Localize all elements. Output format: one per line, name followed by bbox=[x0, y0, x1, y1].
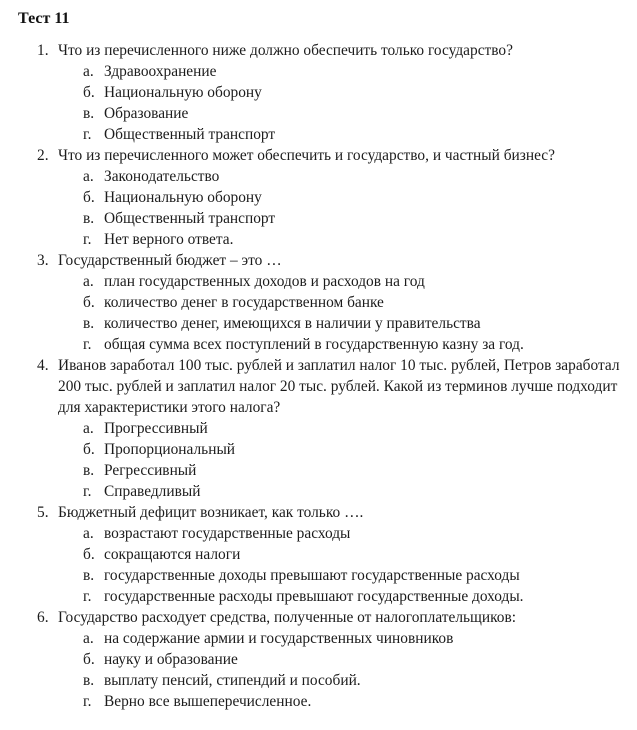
option-letter: в. bbox=[83, 315, 95, 332]
answer-option bbox=[18, 334, 625, 355]
option-letter: а. bbox=[83, 273, 94, 290]
option-text: Образование bbox=[104, 105, 189, 122]
answer-option bbox=[18, 124, 625, 145]
question-text: Государство расходует средства, полученные от налогоплательщиков: bbox=[58, 609, 517, 626]
answer-option bbox=[18, 544, 625, 565]
option-text: Общественный транспорт bbox=[104, 210, 276, 227]
option-letter: в. bbox=[83, 672, 95, 689]
answer-option bbox=[18, 565, 625, 586]
option-text: Регрессивный bbox=[104, 462, 197, 479]
answer-option bbox=[18, 292, 625, 313]
question-3 bbox=[18, 250, 625, 355]
option-text: количество денег в государственном банке bbox=[104, 294, 384, 311]
answer-option bbox=[18, 523, 625, 544]
option-text: Справедливый bbox=[104, 483, 201, 500]
option-letter: в. bbox=[83, 210, 95, 227]
option-text: количество денег, имеющихся в наличии у правительства bbox=[104, 315, 481, 332]
option-letter: б. bbox=[83, 546, 95, 563]
answer-option bbox=[18, 628, 625, 649]
answer-option bbox=[18, 166, 625, 187]
question-number: 6. bbox=[37, 609, 49, 626]
question-5 bbox=[18, 502, 625, 607]
question-1 bbox=[18, 40, 625, 145]
question-4 bbox=[18, 355, 625, 502]
answer-option bbox=[18, 460, 625, 481]
option-text: государственные расходы превышают государственные доходы. bbox=[104, 588, 524, 605]
option-letter: б. bbox=[83, 294, 95, 311]
option-text: Прогрессивный bbox=[104, 420, 208, 437]
option-text: государственные доходы превышают государственные расходы bbox=[104, 567, 520, 584]
option-text: Национальную оборону bbox=[104, 189, 262, 206]
question-6 bbox=[18, 607, 625, 712]
answer-option bbox=[18, 313, 625, 334]
question-text: Что из перечисленного ниже должно обеспечить только государство? bbox=[58, 42, 513, 59]
option-text: выплату пенсий, стипендий и пособий. bbox=[104, 672, 361, 689]
question-2 bbox=[18, 145, 625, 250]
option-text: Общественный транспорт bbox=[104, 126, 276, 143]
option-letter: б. bbox=[83, 441, 95, 458]
option-letter: а. bbox=[83, 630, 94, 647]
answer-option bbox=[18, 271, 625, 292]
question-number: 1. bbox=[37, 42, 49, 59]
option-letter: г. bbox=[83, 231, 92, 248]
answer-option bbox=[18, 103, 625, 124]
answer-option bbox=[18, 649, 625, 670]
answer-option bbox=[18, 61, 625, 82]
option-text: Национальную оборону bbox=[104, 84, 262, 101]
option-letter: г. bbox=[83, 693, 92, 710]
option-text: Здравоохранение bbox=[104, 63, 217, 80]
answer-option bbox=[18, 187, 625, 208]
page-title: Тест 11 bbox=[18, 10, 70, 27]
option-letter: а. bbox=[83, 168, 94, 185]
answer-option bbox=[18, 208, 625, 229]
option-text: Верно все вышеперечисленное. bbox=[104, 693, 312, 710]
question-text: Что из перечисленного может обеспечить и государство, и частный бизнес? bbox=[58, 147, 555, 164]
option-text: науку и образование bbox=[104, 651, 238, 668]
question-text: Государственный бюджет – это … bbox=[58, 252, 282, 269]
option-letter: а. bbox=[83, 525, 94, 542]
option-letter: б. bbox=[83, 651, 95, 668]
option-text: план государственных доходов и расходов на год bbox=[104, 273, 425, 290]
option-letter: а. bbox=[83, 420, 94, 437]
answer-option bbox=[18, 481, 625, 502]
option-letter: г. bbox=[83, 126, 92, 143]
answer-option bbox=[18, 586, 625, 607]
option-text: Нет верного ответа. bbox=[104, 231, 234, 248]
option-text: на содержание армии и государственных чиновников bbox=[104, 630, 454, 647]
answer-option bbox=[18, 229, 625, 250]
option-letter: в. bbox=[83, 567, 95, 584]
option-letter: в. bbox=[83, 105, 95, 122]
option-letter: г. bbox=[83, 483, 92, 500]
option-text: Пропорциональный bbox=[104, 441, 236, 458]
option-text: сокращаются налоги bbox=[104, 546, 241, 563]
option-letter: г. bbox=[83, 336, 92, 353]
answer-option bbox=[18, 670, 625, 691]
option-letter: г. bbox=[83, 588, 92, 605]
option-text: возрастают государственные расходы bbox=[104, 525, 351, 542]
question-number: 4. bbox=[37, 357, 49, 374]
question-text: Иванов заработал 100 тыс. рублей и заплатил налог 10 тыс. рублей, Петров заработал 200 тыс. рублей и заплатил налог 20 тыс. рублей. Какой из терминов лучше подходит для характеристики этого налога? bbox=[58, 357, 620, 416]
answer-option bbox=[18, 691, 625, 712]
answer-option bbox=[18, 82, 625, 103]
option-letter: б. bbox=[83, 189, 95, 206]
question-number: 5. bbox=[37, 504, 49, 521]
question-number: 2. bbox=[37, 147, 49, 164]
option-letter: а. bbox=[83, 63, 94, 80]
option-letter: в. bbox=[83, 462, 95, 479]
option-letter: б. bbox=[83, 84, 95, 101]
answer-option bbox=[18, 439, 625, 460]
option-text: общая сумма всех поступлений в государственную казну за год. bbox=[104, 336, 524, 353]
question-text: Бюджетный дефицит возникает, как только …. bbox=[58, 504, 364, 521]
option-text: Законодательство bbox=[104, 168, 220, 185]
answer-option bbox=[18, 418, 625, 439]
question-number: 3. bbox=[37, 252, 49, 269]
